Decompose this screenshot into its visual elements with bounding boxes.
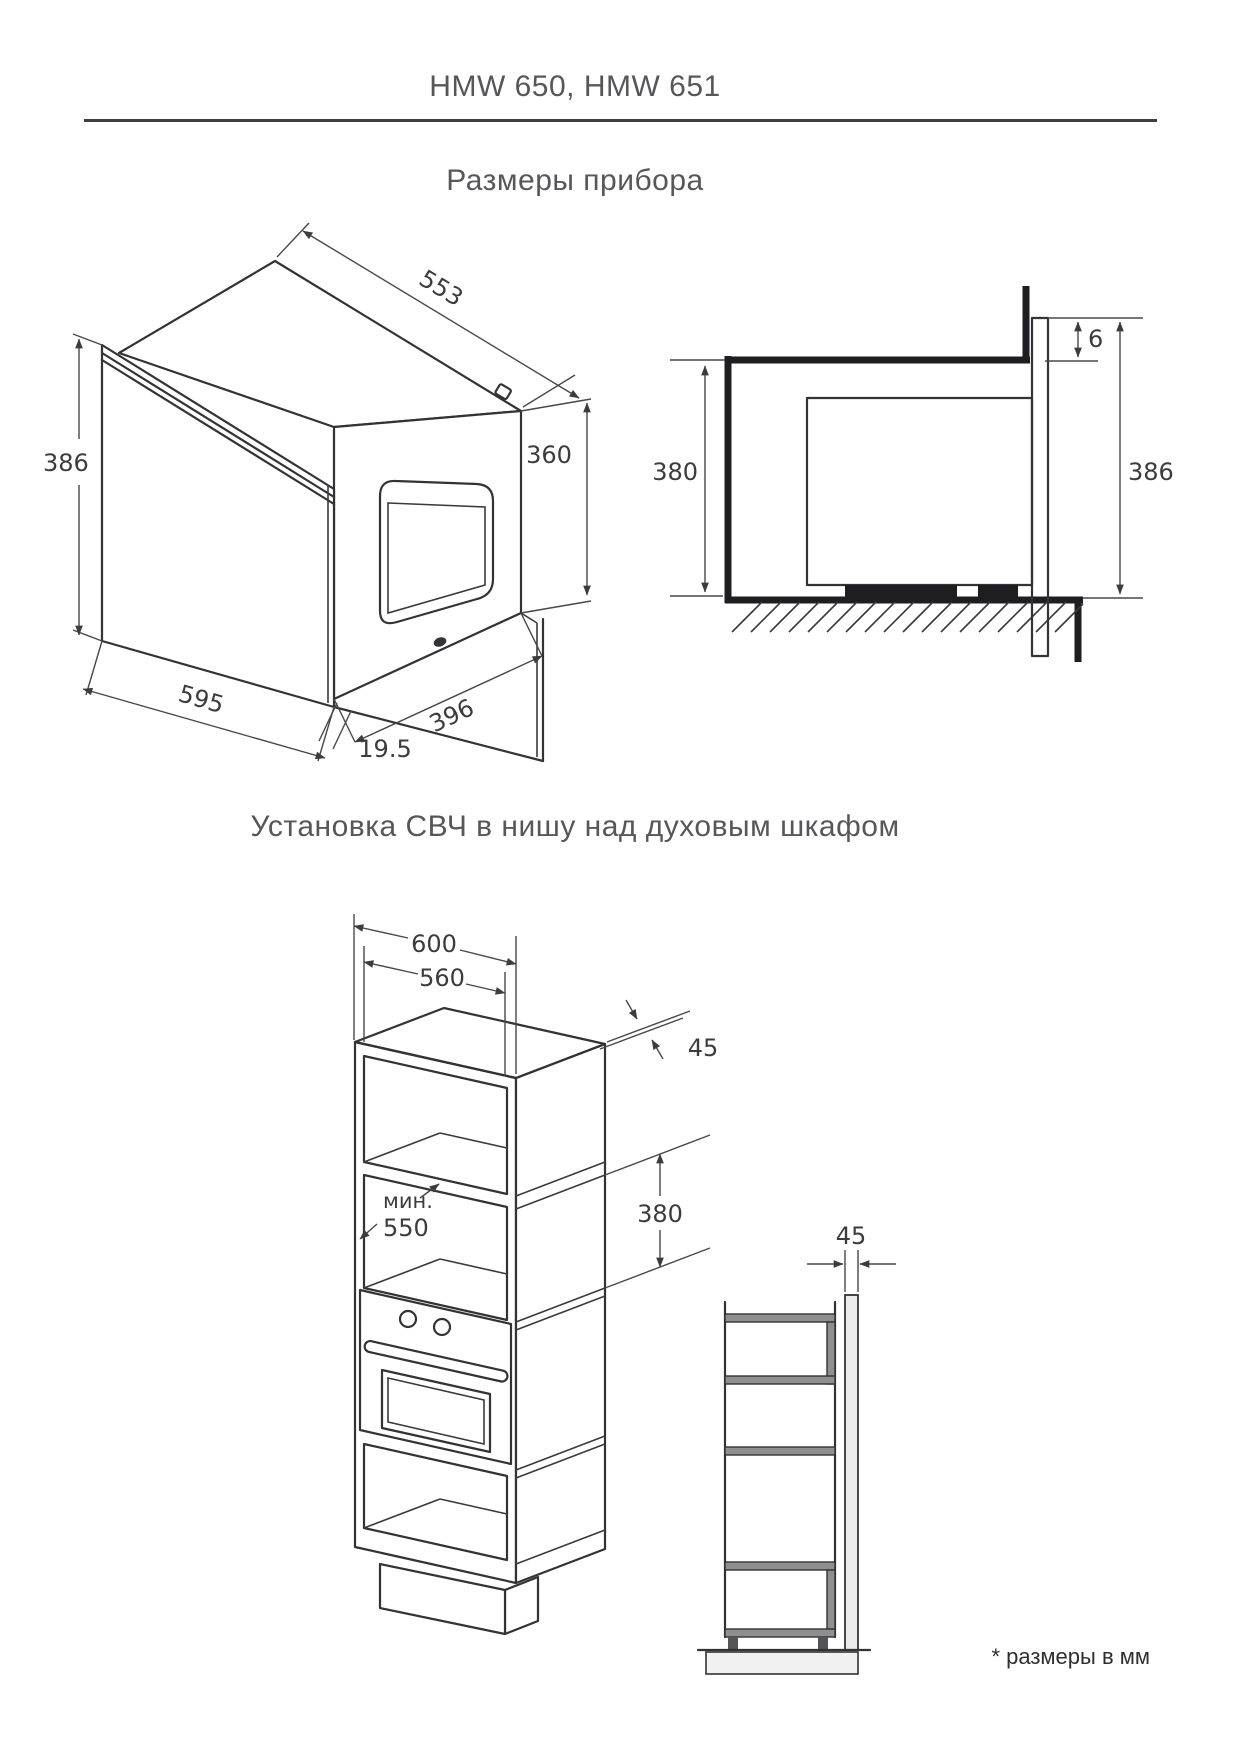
dim-560-label: 560	[419, 964, 465, 992]
cabinet-installation-drawing	[270, 872, 1180, 1682]
dim-45-top-label: 45	[687, 1034, 719, 1062]
dim-550-label: 550	[383, 1214, 429, 1242]
dim-niche-height-cabinet	[605, 1135, 710, 1288]
units-footnote: * размеры в мм	[991, 1644, 1150, 1669]
niche-walls	[725, 286, 1083, 662]
microwave-isometric-drawing	[35, 195, 620, 780]
microwave-front-frame	[1032, 318, 1048, 656]
dim-45-side-label: 45	[835, 1222, 867, 1250]
page-title: HMW 650, HMW 651	[429, 70, 721, 103]
dim-min-label: мин.	[383, 1189, 433, 1213]
dim-553-label: 553	[414, 264, 469, 313]
section-front-wall	[845, 1295, 858, 1650]
dim-body-height	[521, 399, 591, 613]
cabinet-side-section	[698, 1295, 870, 1674]
dim-386-right-label: 386	[1128, 458, 1174, 486]
dim-6-label: 6	[1088, 325, 1104, 353]
niche-cross-section-drawing	[620, 228, 1210, 673]
dim-19-5-label: 19.5	[358, 735, 412, 763]
section-base	[706, 1652, 858, 1674]
section-shelves	[725, 1314, 835, 1637]
dim-386-label: 386	[43, 449, 89, 477]
dim-frame-height	[1083, 322, 1174, 598]
dim-frame-depth	[319, 703, 412, 763]
dim-396-label: 396	[424, 693, 479, 739]
microwave-foot	[978, 585, 1018, 598]
dim-595-label: 595	[175, 679, 228, 720]
dim-top-gap	[1045, 318, 1143, 361]
section1-title: Размеры прибора	[446, 164, 704, 197]
floor-hatching	[732, 602, 1083, 632]
section-foot	[818, 1637, 828, 1650]
dim-600-label: 600	[411, 930, 457, 958]
cabinet-column	[355, 1008, 605, 1634]
dim-top-panel-thickness	[600, 1000, 718, 1062]
microwave-in-niche	[807, 318, 1048, 656]
dim-360-label: 360	[526, 441, 572, 469]
microwave-foot	[845, 585, 957, 598]
dim-380-label: 380	[652, 458, 698, 486]
dim-niche-height	[652, 360, 725, 596]
dim-front-height	[43, 334, 102, 641]
dim-wall-thickness	[807, 1222, 896, 1292]
section2-title: Установка СВЧ в нишу над духовым шкафом	[250, 810, 900, 843]
dim-380-cabinet-label: 380	[637, 1200, 683, 1228]
header-divider	[84, 119, 1157, 122]
section-foot	[728, 1637, 738, 1650]
